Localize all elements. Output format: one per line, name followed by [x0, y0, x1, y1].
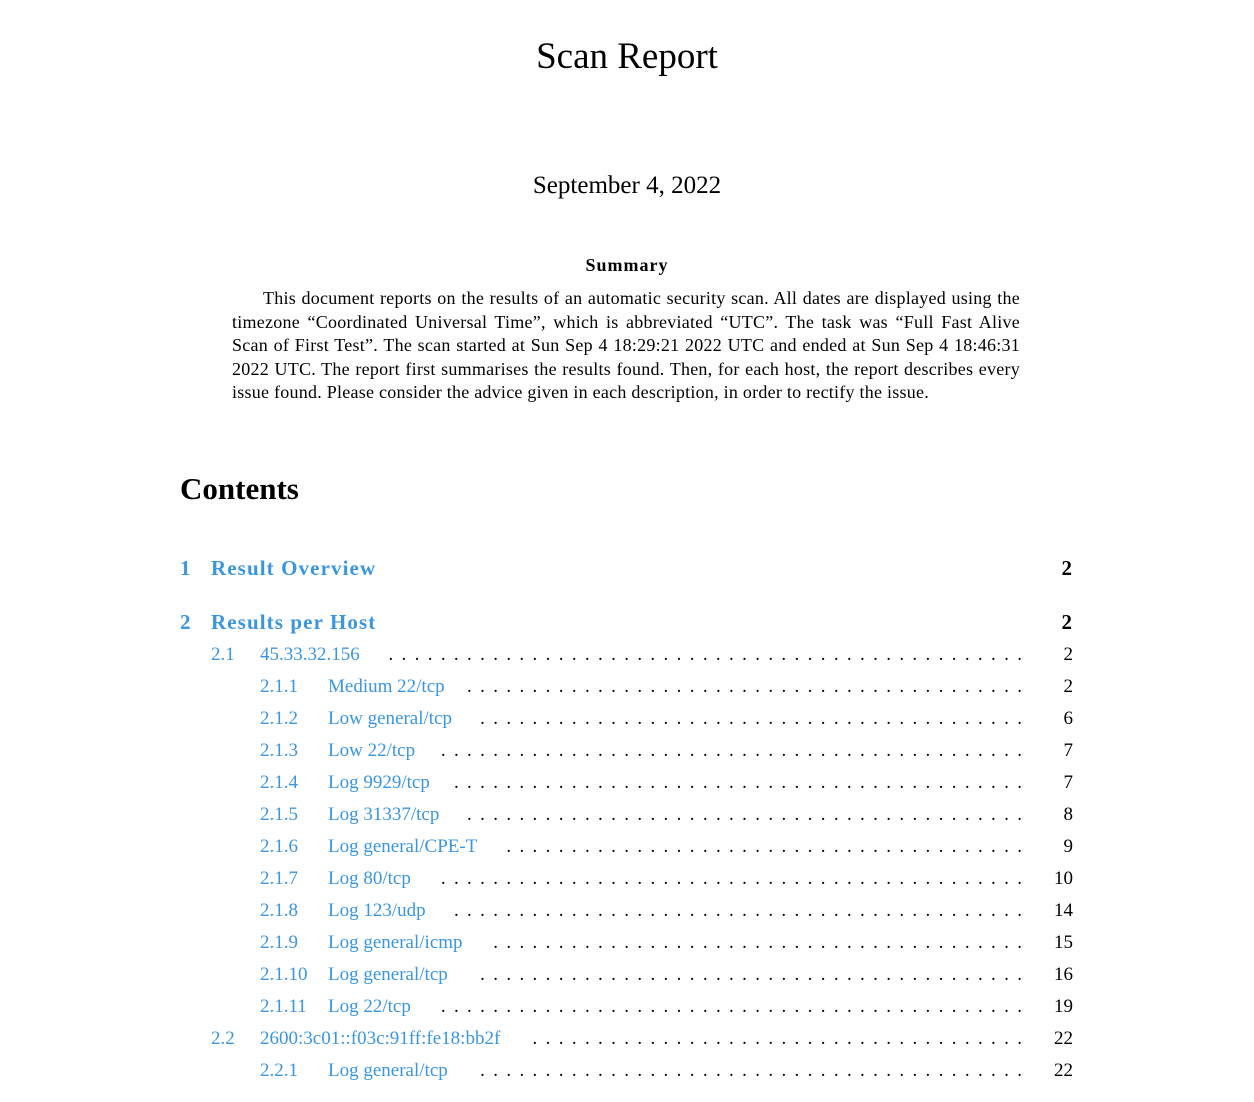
toc-entry[interactable]: [0, 740, 1254, 768]
toc-entry-link[interactable]: Log 31337/tcp: [328, 804, 440, 825]
toc-dot-leader: . . . . . . . . . . . . . . . . . . . . . . . . . . . . . . . . . . . . . . . . . . .: [467, 676, 1022, 697]
toc-entry-page: 2: [1061, 556, 1072, 580]
toc-entry[interactable]: [0, 772, 1254, 800]
toc-entry-number[interactable]: 2.1.6: [260, 836, 298, 857]
toc-entry[interactable]: [0, 900, 1254, 928]
toc-entry[interactable]: [0, 610, 1254, 638]
toc-entry-link[interactable]: Result Overview: [211, 556, 377, 580]
toc-entry-link[interactable]: Low general/tcp: [328, 708, 452, 729]
toc-entry-page: 10: [1054, 868, 1073, 889]
toc-entry-link[interactable]: Log 80/tcp: [328, 868, 411, 889]
toc-entry-page: 14: [1054, 900, 1073, 921]
toc-entry-number[interactable]: 2.2.1: [260, 1060, 298, 1081]
toc-entry-number[interactable]: 2.1.1: [260, 676, 298, 697]
toc-entry-number[interactable]: 2.1.8: [260, 900, 298, 921]
toc-entry-number[interactable]: 2.1.3: [260, 740, 298, 761]
toc-entry-page: 6: [1063, 708, 1073, 729]
toc-entry-link[interactable]: Log general/icmp: [328, 932, 463, 953]
toc-entry-link[interactable]: Low 22/tcp: [328, 740, 416, 761]
toc-entry-page: 22: [1054, 1060, 1073, 1081]
toc-entry-page: 7: [1063, 772, 1073, 793]
toc-entry-number[interactable]: 2.1.11: [260, 996, 307, 1017]
toc-entry-page: 16: [1054, 964, 1073, 985]
toc-entry-link[interactable]: Log 22/tcp: [328, 996, 411, 1017]
toc-dot-leader: . . . . . . . . . . . . . . . . . . . . . . . . . . . . . . . . . . . . . . . . . . . .: [453, 772, 1022, 793]
toc-dot-leader: . . . . . . . . . . . . . . . . . . . . . . . . . . . . . . . . . . . . . . . . . .: [480, 964, 1022, 985]
toc-dot-leader: . . . . . . . . . . . . . . . . . . . . . . . . . . . . . . . . . . . . . . . .: [506, 836, 1022, 857]
toc-entry[interactable]: [0, 1060, 1254, 1088]
toc-entry-link[interactable]: Log 9929/tcp: [328, 772, 430, 793]
toc-entry-number[interactable]: 2.1.2: [260, 708, 298, 729]
toc-dot-leader: . . . . . . . . . . . . . . . . . . . . . . . . . . . . . . . . . . . . . . . . . . . .: [453, 900, 1022, 921]
toc-entry-page: 2: [1063, 676, 1073, 697]
summary-heading: Summary: [585, 255, 669, 275]
toc-entry[interactable]: [0, 644, 1254, 672]
toc-entry[interactable]: [0, 804, 1254, 832]
toc-entry[interactable]: [0, 556, 1254, 584]
toc-entry-page: 2: [1063, 644, 1073, 665]
toc-entry-number[interactable]: 2.1.7: [260, 868, 298, 889]
toc-entry-page: 19: [1054, 996, 1073, 1017]
toc-entry-link[interactable]: Log general/tcp: [328, 1060, 448, 1081]
summary-text: This document reports on the results of an automatic security scan. All dates are displayed using the timezone “Coordinated Universal Time”, which is abbreviated “UTC”. The task was “Full Fast Alive Scan of First Test”. The scan started at Sun Sep 4 18:29:21 2022 UTC and ended at Sun Sep 4 18:46:31 2022 UTC. The report first summarises the results found. Then, for each host, the report describes every issue found. Please consider the advice given in each description, in order to rectify the issue.: [232, 288, 1020, 403]
toc-entry-page: 15: [1054, 932, 1073, 953]
contents-heading: Contents: [180, 471, 299, 506]
toc-entry[interactable]: [0, 996, 1254, 1024]
toc-entry[interactable]: [0, 708, 1254, 736]
toc-dot-leader: . . . . . . . . . . . . . . . . . . . . . . . . . . . . . . . . . . . . . . . . . . . . . . . . .: [388, 644, 1022, 665]
toc-dot-leader: . . . . . . . . . . . . . . . . . . . . . . . . . . . . . . . . . . . . . . . . .: [493, 932, 1022, 953]
toc-entry-link[interactable]: Medium 22/tcp: [328, 676, 445, 697]
toc-entry-page: 22: [1054, 1028, 1073, 1049]
toc-dot-leader: . . . . . . . . . . . . . . . . . . . . . . . . . . . . . . . . . . . . . . . . . . .: [467, 804, 1022, 825]
toc-dot-leader: . . . . . . . . . . . . . . . . . . . . . . . . . . . . . . . . . . . . . . . . . . . . .: [440, 868, 1022, 889]
toc-entry-page: 9: [1063, 836, 1073, 857]
toc-dot-leader: . . . . . . . . . . . . . . . . . . . . . . . . . . . . . . . . . . . . . . . . . .: [480, 708, 1022, 729]
toc-entry-page: 7: [1063, 740, 1073, 761]
toc-entry-link[interactable]: Results per Host: [211, 610, 377, 634]
toc-entry-number[interactable]: 2: [180, 610, 192, 634]
toc-entry-number[interactable]: 1: [180, 556, 192, 580]
toc-entry-link[interactable]: 2600:3c01::f03c:91ff:fe18:bb2f: [260, 1028, 501, 1049]
toc-dot-leader: . . . . . . . . . . . . . . . . . . . . . . . . . . . . . . . . . . . . . . . . . . . . .: [440, 740, 1022, 761]
toc-entry-link[interactable]: Log general/CPE-T: [328, 836, 478, 857]
toc-dot-leader: . . . . . . . . . . . . . . . . . . . . . . . . . . . . . . . . . . . . . . . . . . . . .: [440, 996, 1022, 1017]
report-date: September 4, 2022: [532, 172, 722, 199]
toc-entry[interactable]: [0, 836, 1254, 864]
toc-entry[interactable]: [0, 932, 1254, 960]
toc-entry-link[interactable]: Log 123/udp: [328, 900, 426, 921]
toc-entry-number[interactable]: 2.1.9: [260, 932, 298, 953]
toc-dot-leader: . . . . . . . . . . . . . . . . . . . . . . . . . . . . . . . . . . . . . . . . . .: [480, 1060, 1022, 1081]
toc-entry[interactable]: [0, 964, 1254, 992]
toc-entry-link[interactable]: 45.33.32.156: [260, 644, 360, 665]
report-title: Scan Report: [536, 36, 718, 77]
toc-dot-leader: . . . . . . . . . . . . . . . . . . . . . . . . . . . . . . . . . . . . . .: [532, 1028, 1022, 1049]
toc-entry-number[interactable]: 2.1.10: [260, 964, 308, 985]
toc-entry-number[interactable]: 2.1.4: [260, 772, 298, 793]
toc-entry-page: 8: [1063, 804, 1073, 825]
toc-entry-number[interactable]: 2.1.5: [260, 804, 298, 825]
toc-entry-link[interactable]: Log general/tcp: [328, 964, 448, 985]
toc-entry-number[interactable]: 2.1: [211, 644, 235, 665]
toc-entry-page: 2: [1061, 610, 1072, 634]
toc-entry-number[interactable]: 2.2: [211, 1028, 235, 1049]
toc-entry[interactable]: [0, 868, 1254, 896]
toc-entry[interactable]: [0, 1028, 1254, 1056]
toc-entry[interactable]: [0, 676, 1254, 704]
